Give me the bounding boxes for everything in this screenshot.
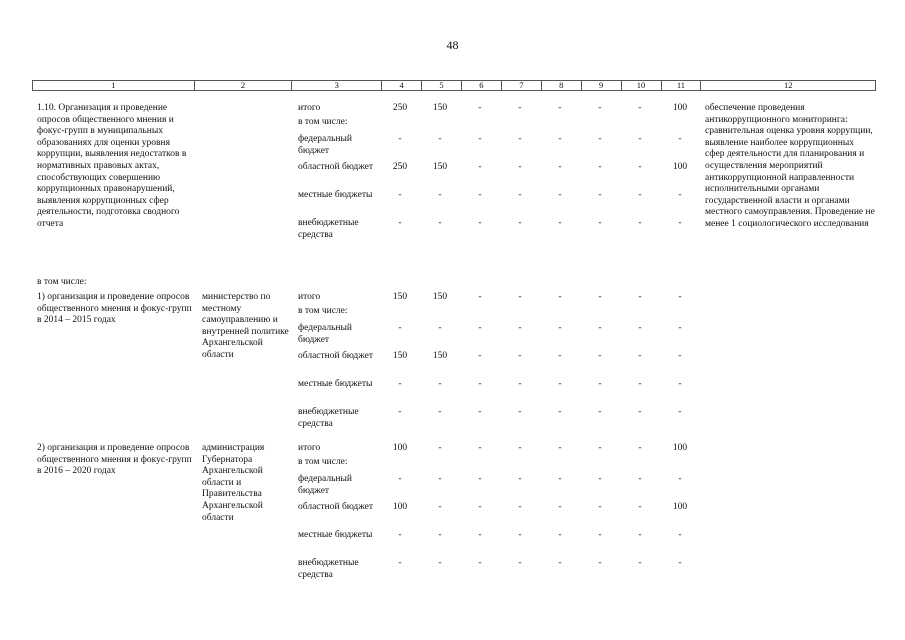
funding-value-col-5: - (438, 323, 442, 333)
funding-value-col-5: 150 (432, 162, 448, 172)
funding-value-col-9: - (598, 162, 602, 172)
funding-value-col-6: - (478, 218, 482, 228)
funding-source-label: итого (298, 103, 321, 113)
funding-source-label: федеральный бюджет (298, 474, 352, 496)
funding-row (0, 474, 905, 496)
funding-value-col-6: - (478, 292, 482, 302)
funding-value-col-8: - (558, 218, 562, 228)
funding-value-col-7: - (518, 162, 522, 172)
funding-value-col-9: - (598, 558, 602, 568)
funding-value-col-6: - (478, 474, 482, 484)
funding-value-col-7: - (518, 407, 522, 417)
funding-value-col-10: - (638, 162, 642, 172)
funding-source-label: областной бюджет (298, 162, 374, 172)
funding-value-col-11: - (678, 292, 682, 302)
funding-row (0, 306, 905, 320)
funding-value-col-8: - (558, 443, 562, 453)
funding-source-label: местные бюджеты (298, 190, 373, 200)
funding-value-col-8: - (558, 558, 562, 568)
funding-value-col-10: - (638, 530, 642, 540)
funding-value-col-8: - (558, 474, 562, 484)
funding-value-col-11: - (678, 323, 682, 333)
funding-value-col-6: - (478, 407, 482, 417)
funding-source-label: в том числе: (298, 457, 348, 467)
funding-value-col-5: - (438, 474, 442, 484)
funding-source-label: внебюджетные средства (298, 407, 359, 429)
col-header-7: 7 (502, 81, 542, 90)
funding-row (0, 443, 905, 457)
funding-row (0, 218, 905, 240)
funding-value-col-6: - (478, 558, 482, 568)
funding-row (0, 190, 905, 204)
funding-value-col-4: 250 (392, 103, 408, 113)
funding-source-label: федеральный бюджет (298, 323, 352, 345)
col-header-5: 5 (422, 81, 462, 90)
funding-value-col-6: - (478, 103, 482, 113)
funding-value-col-4: - (398, 558, 402, 568)
funding-value-col-10: - (638, 218, 642, 228)
funding-row (0, 103, 905, 117)
funding-value-col-6: - (478, 379, 482, 389)
funding-value-col-10: - (638, 502, 642, 512)
funding-value-col-9: - (598, 407, 602, 417)
funding-value-col-6: - (478, 323, 482, 333)
funding-source-label: местные бюджеты (298, 530, 373, 540)
funding-value-col-4: 150 (392, 351, 408, 361)
funding-value-col-11: - (678, 474, 682, 484)
funding-value-col-8: - (558, 351, 562, 361)
table-header (32, 80, 876, 91)
funding-value-col-7: - (518, 218, 522, 228)
funding-value-col-10: - (638, 134, 642, 144)
funding-row (0, 502, 905, 516)
col-header-10: 10 (622, 81, 662, 90)
funding-value-col-4: 150 (392, 292, 408, 302)
funding-value-col-9: - (598, 218, 602, 228)
funding-row (0, 323, 905, 345)
funding-value-col-6: - (478, 190, 482, 200)
funding-value-col-8: - (558, 379, 562, 389)
funding-value-col-6: - (478, 502, 482, 512)
funding-value-col-4: - (398, 474, 402, 484)
funding-value-col-7: - (518, 292, 522, 302)
funding-value-col-9: - (598, 379, 602, 389)
funding-value-col-11: - (678, 190, 682, 200)
funding-value-col-8: - (558, 530, 562, 540)
funding-value-col-6: - (478, 162, 482, 172)
col-header-1: 1 (33, 81, 195, 90)
funding-value-col-10: - (638, 379, 642, 389)
executor: администрация Губернатора Архангельской области и Правительства Архангельской области (202, 443, 265, 523)
funding-value-col-7: - (518, 190, 522, 200)
funding-value-col-11: - (678, 218, 682, 228)
funding-value-col-4: - (398, 530, 402, 540)
funding-value-col-9: - (598, 443, 602, 453)
funding-value-col-10: - (638, 323, 642, 333)
funding-value-col-7: - (518, 474, 522, 484)
funding-value-col-6: - (478, 134, 482, 144)
funding-value-col-11: 100 (672, 162, 688, 172)
funding-value-col-4: 250 (392, 162, 408, 172)
funding-value-col-5: - (438, 443, 442, 453)
funding-row (0, 117, 905, 131)
funding-value-col-4: - (398, 134, 402, 144)
funding-value-col-7: - (518, 134, 522, 144)
funding-value-col-9: - (598, 190, 602, 200)
col-header-9: 9 (582, 81, 622, 90)
funding-value-col-11: - (678, 530, 682, 540)
funding-value-col-9: - (598, 474, 602, 484)
funding-value-col-5: - (438, 134, 442, 144)
funding-value-col-10: - (638, 190, 642, 200)
funding-value-col-7: - (518, 323, 522, 333)
col-header-11: 11 (662, 81, 702, 90)
funding-value-col-6: - (478, 530, 482, 540)
funding-value-col-11: 100 (672, 502, 688, 512)
funding-source-label: итого (298, 443, 321, 453)
funding-row (0, 558, 905, 580)
funding-value-col-8: - (558, 190, 562, 200)
funding-value-col-5: - (438, 379, 442, 389)
page-number: 48 (446, 38, 459, 52)
funding-value-col-11: 100 (672, 443, 688, 453)
funding-value-col-5: - (438, 558, 442, 568)
funding-value-col-5: 150 (432, 351, 448, 361)
funding-row (0, 162, 905, 176)
measure-description: 2) организация и проведение опросов общественного мнения и фокус-групп в 2016 – 2020 годах (37, 443, 192, 477)
funding-value-col-9: - (598, 323, 602, 333)
funding-value-col-8: - (558, 103, 562, 113)
funding-value-col-4: 100 (392, 502, 408, 512)
in-total-label: в том числе: (37, 277, 87, 287)
funding-value-col-9: - (598, 103, 602, 113)
funding-value-col-6: - (478, 351, 482, 361)
funding-row (0, 379, 905, 393)
funding-value-col-9: - (598, 530, 602, 540)
funding-value-col-10: - (638, 443, 642, 453)
funding-source-label: внебюджетные средства (298, 218, 359, 240)
col-header-8: 8 (542, 81, 582, 90)
funding-value-col-5: 150 (432, 292, 448, 302)
col-header-2: 2 (195, 81, 293, 90)
funding-source-label: областной бюджет (298, 351, 374, 361)
funding-row (0, 530, 905, 544)
col-header-6: 6 (462, 81, 502, 90)
measure-description: 1.10. Организация и проведение опросов общественного мнения и фокус-групп в муниципальных образованиях для оценки уровня коррупции, выявления недостатков в нормативных правовых актах, способствующих совершению коррупционных правонарушений, выявления коррупционных сфер деятельности, подготовка сводного отчета (37, 103, 187, 229)
funding-row (0, 134, 905, 156)
funding-value-col-4: - (398, 379, 402, 389)
funding-source-label: областной бюджет (298, 502, 374, 512)
funding-value-col-11: - (678, 379, 682, 389)
funding-value-col-9: - (598, 134, 602, 144)
funding-value-col-10: - (638, 407, 642, 417)
funding-row (0, 457, 905, 471)
funding-value-col-4: - (398, 190, 402, 200)
funding-value-col-4: - (398, 218, 402, 228)
funding-value-col-10: - (638, 474, 642, 484)
funding-row (0, 292, 905, 306)
funding-value-col-10: - (638, 103, 642, 113)
funding-source-label: федеральный бюджет (298, 134, 352, 156)
funding-value-col-8: - (558, 407, 562, 417)
funding-value-col-7: - (518, 502, 522, 512)
funding-value-col-7: - (518, 103, 522, 113)
col-header-12: 12 (783, 80, 793, 90)
funding-value-col-7: - (518, 530, 522, 540)
funding-value-col-5: - (438, 530, 442, 540)
funding-source-label: внебюджетные средства (298, 558, 359, 580)
funding-value-col-11: - (678, 134, 682, 144)
funding-value-col-7: - (518, 558, 522, 568)
funding-value-col-11: - (678, 351, 682, 361)
funding-value-col-4: - (398, 407, 402, 417)
funding-value-col-11: - (678, 407, 682, 417)
funding-value-col-8: - (558, 162, 562, 172)
funding-value-col-10: - (638, 558, 642, 568)
funding-value-col-4: - (398, 323, 402, 333)
executor: министерство по местному самоуправлению и внутренней политике Архангельской области (202, 292, 289, 360)
funding-value-col-5: - (438, 218, 442, 228)
funding-value-col-8: - (558, 323, 562, 333)
funding-value-col-8: - (558, 502, 562, 512)
funding-value-col-8: - (558, 134, 562, 144)
funding-value-col-6: - (478, 443, 482, 453)
col-header-4: 4 (382, 81, 422, 90)
funding-source-label: итого (298, 292, 321, 302)
funding-value-col-5: - (438, 407, 442, 417)
funding-value-col-7: - (518, 379, 522, 389)
funding-value-col-5: 150 (432, 103, 448, 113)
funding-value-col-7: - (518, 351, 522, 361)
funding-value-col-11: - (678, 558, 682, 568)
funding-value-col-5: - (438, 502, 442, 512)
funding-row (0, 407, 905, 429)
funding-value-col-9: - (598, 502, 602, 512)
funding-value-col-9: - (598, 292, 602, 302)
measure-description: 1) организация и проведение опросов общественного мнения и фокус-групп в 2014 – 2015 годах (37, 292, 192, 326)
funding-value-col-8: - (558, 292, 562, 302)
col-header-3: 3 (292, 81, 382, 90)
funding-value-col-10: - (638, 292, 642, 302)
funding-value-col-9: - (598, 351, 602, 361)
funding-source-label: местные бюджеты (298, 379, 373, 389)
funding-value-col-11: 100 (672, 103, 688, 113)
funding-value-col-4: 100 (392, 443, 408, 453)
funding-value-col-10: - (638, 351, 642, 361)
funding-value-col-7: - (518, 443, 522, 453)
expected-result: обеспечение проведения антикоррупционного мониторинга: сравнительная оценка уровня коррупции, выявление наиболее коррупционных сфер деятельности для планирования и осуществления мероприятий антикоррупционной направленности исполнительными органами государственной власти и органами местного самоуправления. Проведение не менее 1 социологического исследования (705, 103, 875, 229)
funding-row (0, 351, 905, 365)
funding-source-label: в том числе: (298, 306, 348, 316)
funding-value-col-5: - (438, 190, 442, 200)
funding-source-label: в том числе: (298, 117, 348, 127)
